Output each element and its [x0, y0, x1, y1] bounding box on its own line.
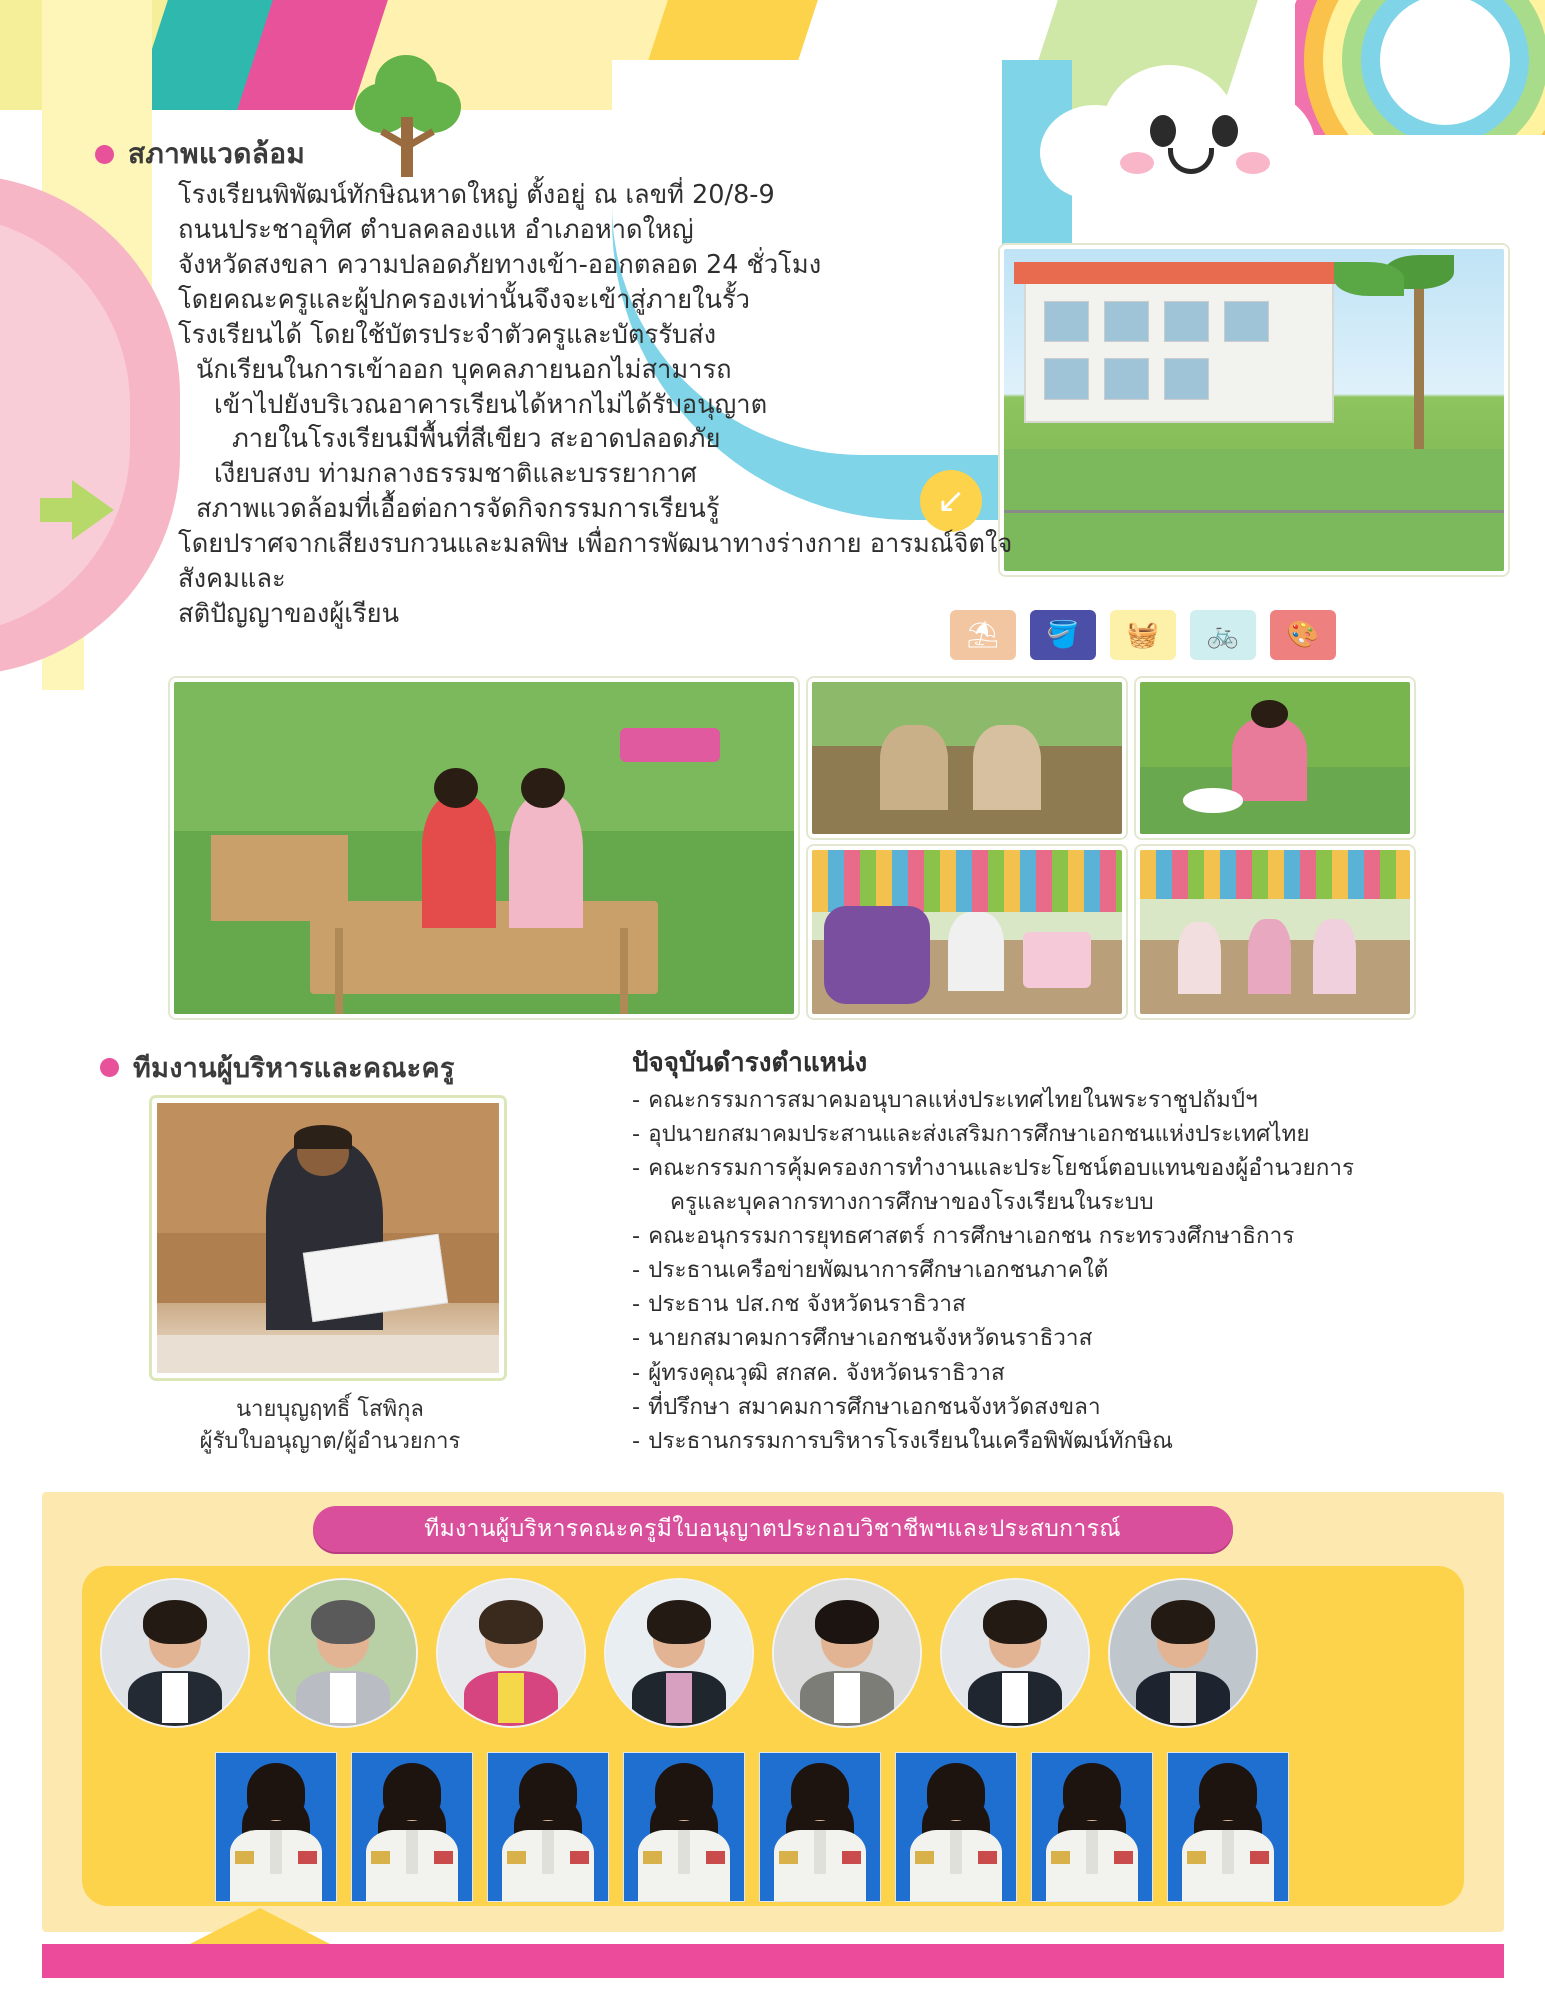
yellow-triangle-decor [190, 1908, 330, 1944]
role-text-11: ประธานกรรมการบริหารโรงเรียนในเครือพิพัฒน์ทักษิณ [648, 1427, 1173, 1454]
staff-avatar-2 [268, 1578, 418, 1728]
list-item [632, 1391, 1482, 1424]
teacher-id-photo-6 [895, 1752, 1017, 1902]
team-title: ทีมงานผู้บริหารและคณะครู [133, 1053, 455, 1084]
teacher-id-photo-row [215, 1752, 1395, 1902]
env-line-2: ถนนประชาอุทิศ ตำบลคลองแห อำเภอหาดใหญ่ [178, 214, 694, 245]
env-line-1: โรงเรียนพิพัฒน์ทักษิณหาดใหญ่ ตั้งอยู่ ณ เลขที่ 20/8-9 [178, 180, 775, 210]
team-section-header [100, 1046, 455, 1089]
director-name: นายบุญฤทธิ์ โสพิกุล [236, 1397, 424, 1422]
environment-body-text [178, 178, 1018, 632]
env-line-12: สติปัญญาของผู้เรียน [178, 599, 400, 630]
role-text-2: อุปนายกสมาคมประสานและส่งเสริมการศึกษาเอกชนแห่งประเทศไทย [648, 1121, 1310, 1148]
teacher-id-photo-8 [1167, 1752, 1289, 1902]
env-line-3: จังหวัดสงขลา ความปลอดภัยทางเข้า-ออกตลอด 24 ชั่วโมง [178, 249, 822, 280]
tree-icon [355, 55, 475, 180]
role-text-3: คณะกรรมการคุ้มครองการทำงานและประโยชน์ตอบแทนของผู้อำนวยการ [648, 1155, 1355, 1182]
role-text-5: คณะอนุกรรมการยุทธศาสตร์ การศึกษาเอกชน กระทรวงศึกษาธิการ [648, 1223, 1295, 1250]
list-item [632, 1322, 1482, 1355]
role-dash-3: - [632, 1155, 641, 1182]
kids-bike-play-photo [1136, 846, 1414, 1018]
role-dash-5: - [632, 1223, 641, 1250]
kids-indoor-play-photo [808, 846, 1126, 1018]
env-line-4: โดยคณะครูและผู้ปกครองเท่านั้นจึงจะเข้าสู่ภายในรั้ว [178, 284, 750, 315]
role-text-1: คณะกรรมการสมาคมอนุบาลแห่งประเทศไทยในพระราชูปถัมป์ฯ [648, 1087, 1258, 1113]
env-line-7: เข้าไปยังบริเวณอาคารเรียนได้หากไม่ได้รับอนุญาต [214, 389, 768, 420]
bottom-pink-ribbon [42, 1944, 1504, 1978]
down-left-arrow-icon: ↙ [920, 470, 982, 532]
list-item [632, 1254, 1482, 1287]
list-item [632, 1186, 1482, 1219]
list-item [632, 1118, 1482, 1151]
environment-title: สภาพแวดล้อม [128, 137, 306, 170]
env-line-9: เงียบสงบ ท่ามกลางธรรมชาติและบรรยากาศ [214, 459, 697, 490]
env-line-11: โดยปราศจากเสียงรบกวนและมลพิษ เพื่อการพัฒนาทางร่างกาย อารมณ์จิตใจ สังคมและ [178, 529, 1013, 595]
list-item [632, 1288, 1482, 1321]
staff-avatar-4 [604, 1578, 754, 1728]
teacher-id-photo-1 [215, 1752, 337, 1902]
school-building-photo [1000, 245, 1508, 575]
role-dash-8: - [632, 1325, 641, 1352]
env-line-5: โรงเรียนได้ โดยใช้บัตรประจำตัวครูและบัตรรับส่ง [178, 319, 717, 350]
role-text-9: ผู้ทรงคุณวุฒิ สกสค. จังหวัดนราธิวาส [648, 1359, 1005, 1386]
env-line-10: สภาพแวดล้อมที่เอื้อต่อการจัดกิจกรรมการเรียนรู้ [196, 494, 720, 525]
bicycle-icon: 🚲 [1190, 610, 1256, 660]
teacher-id-photo-2 [351, 1752, 473, 1902]
staff-avatar-6 [940, 1578, 1090, 1728]
role-dash-10: - [632, 1393, 641, 1420]
art-palette-icon: 🎨 [1270, 610, 1336, 660]
kid-cooking-activity-photo [1136, 678, 1414, 838]
staff-avatar-1 [100, 1578, 250, 1728]
role-text-8: นายกสมาคมการศึกษาเอกชนจังหวัดนราธิวาส [648, 1325, 1093, 1352]
bullet-dot-icon [95, 145, 114, 164]
role-text-6: ประธานเครือข่ายพัฒนาการศึกษาเอกชนภาคใต้ [648, 1257, 1109, 1284]
role-dash-9: - [632, 1359, 641, 1386]
role-dash-1: - [632, 1087, 641, 1113]
roles-list [632, 1084, 1482, 1459]
staff-avatar-3 [436, 1578, 586, 1728]
picnic-basket-icon: 🧺 [1110, 610, 1176, 660]
playground-icon: ⛱ [950, 610, 1016, 660]
staff-avatar-row [100, 1578, 1450, 1728]
director-portrait-photo [152, 1098, 504, 1378]
role-dash-6: - [632, 1257, 641, 1284]
director-title: ผู้รับใบอนุญาต/ผู้อำนวยการ [199, 1428, 461, 1454]
list-item [632, 1357, 1482, 1390]
green-arrow-icon [72, 480, 114, 540]
list-item [632, 1425, 1482, 1458]
sandbox-icon: 🪣 [1030, 610, 1096, 660]
role-dash-11: - [632, 1427, 641, 1454]
kids-outdoor-play-photo [170, 678, 798, 1018]
role-text-7: ประธาน ปส.กช จังหวัดนราธิวาส [648, 1291, 966, 1318]
activity-icon-row [950, 610, 1336, 660]
staff-avatar-7 [1108, 1578, 1258, 1728]
list-item [632, 1152, 1482, 1185]
teacher-id-photo-4 [623, 1752, 745, 1902]
role-dash-7: - [632, 1291, 641, 1318]
env-line-8: ภายในโรงเรียนมีพื้นที่สีเขียว สะอาดปลอดภัย [232, 424, 721, 455]
teacher-id-photo-3 [487, 1752, 609, 1902]
roles-heading: ปัจจุบันดำรงตำแหน่ง [632, 1048, 868, 1078]
bullet-dot-icon [100, 1058, 119, 1077]
role-dash-2: - [632, 1121, 641, 1148]
kids-mud-play-photo [808, 678, 1126, 838]
env-line-6: นักเรียนในการเข้าออก บุคคลภายนอกไม่สามารถ [196, 354, 732, 385]
role-text-10: ที่ปรึกษา สมาคมการศึกษาเอกชนจังหวัดสงขลา [648, 1393, 1101, 1420]
teacher-id-photo-7 [1031, 1752, 1153, 1902]
rainbow-icon [1295, 0, 1545, 135]
staff-avatar-5 [772, 1578, 922, 1728]
list-item [632, 1084, 1482, 1117]
director-caption [130, 1394, 530, 1458]
staff-banner: ทีมงานผู้บริหารคณะครูมีใบอนุญาตประกอบวิชาชีพฯและประสบการณ์ [313, 1506, 1233, 1552]
list-item [632, 1220, 1482, 1253]
smiling-cloud-icon [1040, 60, 1320, 205]
environment-section-header [95, 132, 305, 176]
role-text-4: ครูและบุคลากรทางการศึกษาของโรงเรียนในระบบ [670, 1189, 1154, 1216]
teacher-id-photo-5 [759, 1752, 881, 1902]
